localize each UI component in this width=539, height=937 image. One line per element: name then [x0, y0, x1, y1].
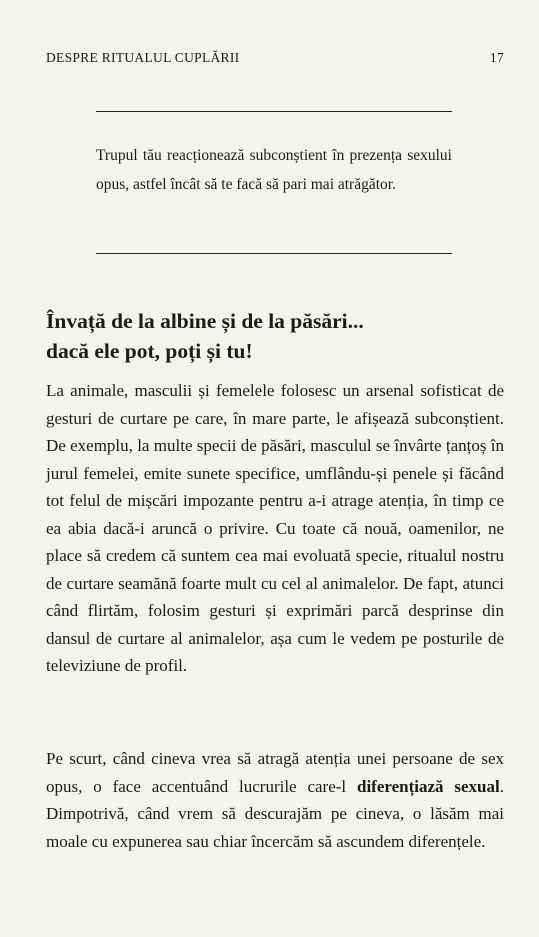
section-heading-line-2: dacă ele pot, poți și tu! [46, 339, 253, 363]
paragraph-2-text-start: Pe scurt, când cineva vrea să atragă atenția unei persoane de sex opus, o face accentuând lucrurile care-l [46, 749, 504, 796]
pull-quote [96, 111, 452, 257]
running-header [46, 50, 504, 70]
body-paragraph-2 [46, 745, 504, 855]
section-heading-line-1: Învață de la albine și de la păsări... [46, 309, 364, 333]
pull-quote-top-rule [96, 111, 452, 112]
pull-quote-bottom-rule [96, 253, 452, 254]
paragraph-2-emphasis: diferențiază sexual [356, 776, 500, 796]
pull-quote-text: Trupul tău reacționează subconștient în prezența sexului opus, astfel încât să te facă să pari mai atrăgător. [96, 147, 452, 193]
paragraph-2-text-end: . Dimpotrivă, când vrem să descurajăm pe cineva, o lăsăm mai moale cu expunerea sau chiar încercăm să ascundem diferențele. [46, 776, 504, 851]
body-paragraph-1: La animale, masculii și femelele folosesc un arsenal sofisticat de gesturi de curtare pe care, în mare parte, le afișează subconștient. De exemplu, la multe specii de păsări, masculul se învârte țanțoș în jurul femelei, emite sunete specifice, umflându-și penele și făcând tot felul de mișcări impozante pentru a-i atrage atenția, în timp ce ea abia dacă-i aruncă o privire. Cu toate că nouă, oamenilor, ne place să credem că suntem cea mai evoluată specie, ritualul nostru de curtare seamănă foarte mult cu cel al animalelor. De fapt, atunci când flirtăm, folosim gesturi și exprimări parcă desprinse din dansul de curtare al animalelor, așa cum le vedem pe posturile de televiziune de profil. [46, 381, 504, 675]
running-title: DESPRE RITUALUL CUPLĂRII [46, 50, 240, 65]
page-number: 17 [489, 50, 504, 65]
section-heading [46, 306, 504, 366]
